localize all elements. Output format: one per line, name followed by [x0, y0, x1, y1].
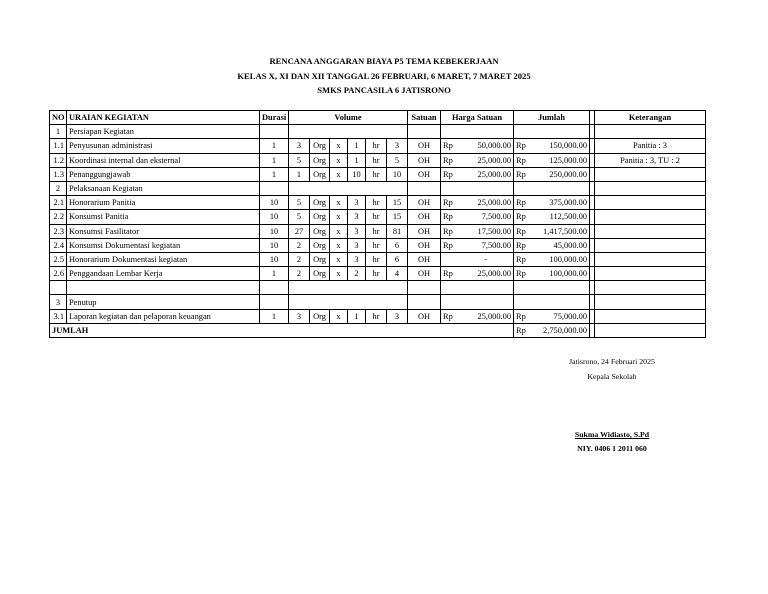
header-jumlah: Jumlah — [514, 111, 590, 125]
item-description: Penanggungjawab — [67, 167, 260, 181]
item-durasi: 10 — [260, 224, 289, 238]
item-hr: hr — [366, 224, 387, 238]
item-number: 2.1 — [50, 196, 67, 210]
item-keterangan — [595, 167, 706, 181]
item-total-volume: 6 — [387, 252, 408, 266]
item-durasi: 1 — [260, 139, 289, 153]
item-jumlah-currency: Rp — [514, 153, 532, 167]
section-title: Pelaksanaan Kegiatan — [67, 181, 260, 195]
item-harga: 7,500.00 — [459, 238, 514, 252]
empty-cell — [514, 281, 590, 295]
item-qty: 27 — [289, 224, 310, 238]
item-jumlah-currency: Rp — [514, 224, 532, 238]
item-total-volume: 6 — [387, 238, 408, 252]
item-durasi: 10 — [260, 238, 289, 252]
header-harga: Harga Satuan — [441, 111, 514, 125]
item-volume: 3 — [348, 238, 366, 252]
item-description: Koordinasi internal dan eksternal — [67, 153, 260, 167]
spacer-row — [50, 281, 706, 295]
empty-cell — [595, 125, 706, 139]
item-unit: Org — [310, 224, 330, 238]
item-jumlah: 112,500.00 — [532, 210, 590, 224]
signature-role: Kepala Sekolah — [587, 372, 637, 381]
table-row — [50, 139, 706, 153]
table-header-row — [50, 111, 706, 125]
item-jumlah-currency: Rp — [514, 210, 532, 224]
item-jumlah: 1,417,500.00 — [532, 224, 590, 238]
item-qty: 2 — [289, 238, 310, 252]
item-harga-currency: Rp — [441, 167, 459, 181]
item-description: Konsumsi Fasilitator — [67, 224, 260, 238]
item-harga: 7,500.00 — [459, 210, 514, 224]
empty-cell — [289, 281, 408, 295]
item-keterangan — [595, 267, 706, 281]
item-harga: 17,500.00 — [459, 224, 514, 238]
item-description: Honorarium Panitia — [67, 196, 260, 210]
item-qty: 3 — [289, 309, 310, 323]
item-volume: 3 — [348, 196, 366, 210]
item-qty: 1 — [289, 167, 310, 181]
section-row — [50, 181, 706, 195]
item-times: x — [330, 167, 348, 181]
item-qty: 2 — [289, 252, 310, 266]
item-volume: 3 — [348, 210, 366, 224]
item-description: Penyusunan administrasi — [67, 139, 260, 153]
table-row — [50, 267, 706, 281]
item-harga-currency: Rp — [441, 210, 459, 224]
header-satuan: Satuan — [408, 111, 441, 125]
item-hr: hr — [366, 309, 387, 323]
table-row — [50, 196, 706, 210]
item-volume: 2 — [348, 267, 366, 281]
header-keterangan: Keterangan — [595, 111, 706, 125]
item-hr: hr — [366, 196, 387, 210]
section-title: Penutup — [67, 295, 260, 309]
budget-table — [49, 110, 706, 338]
table-row — [50, 252, 706, 266]
item-unit: Org — [310, 153, 330, 167]
table-row — [50, 309, 706, 323]
empty-cell — [441, 181, 514, 195]
empty-cell — [289, 295, 408, 309]
item-times: x — [330, 267, 348, 281]
table-row — [50, 167, 706, 181]
item-jumlah: 125,000.00 — [532, 153, 590, 167]
item-jumlah-currency: Rp — [514, 167, 532, 181]
item-description: Honorarium Dokumentasi kegiatan — [67, 252, 260, 266]
item-jumlah: 250,000.00 — [532, 167, 590, 181]
item-harga: 25,000.00 — [459, 196, 514, 210]
item-hr: hr — [366, 139, 387, 153]
item-volume: 3 — [348, 224, 366, 238]
item-durasi: 10 — [260, 252, 289, 266]
total-label: JUMLAH — [50, 323, 514, 337]
item-satuan: OH — [408, 153, 441, 167]
item-qty: 5 — [289, 210, 310, 224]
item-harga: 50,000.00 — [459, 139, 514, 153]
item-satuan: OH — [408, 210, 441, 224]
item-jumlah-currency: Rp — [514, 309, 532, 323]
item-total-volume: 15 — [387, 210, 408, 224]
item-satuan: OH — [408, 196, 441, 210]
item-number: 2.5 — [50, 252, 67, 266]
item-number: 2.2 — [50, 210, 67, 224]
item-harga-currency: Rp — [441, 267, 459, 281]
item-durasi: 1 — [260, 167, 289, 181]
item-hr: hr — [366, 210, 387, 224]
item-jumlah: 75,000.00 — [532, 309, 590, 323]
item-keterangan: Panitia : 3, TU : 2 — [595, 153, 706, 167]
item-jumlah: 45,000.00 — [532, 238, 590, 252]
empty-cell — [67, 281, 260, 295]
item-jumlah: 150,000.00 — [532, 139, 590, 153]
empty-cell — [595, 181, 706, 195]
empty-cell — [50, 281, 67, 295]
item-durasi: 10 — [260, 210, 289, 224]
empty-cell — [408, 281, 441, 295]
section-number: 2 — [50, 181, 67, 195]
item-unit: Org — [310, 196, 330, 210]
empty-cell — [595, 295, 706, 309]
item-unit: Org — [310, 238, 330, 252]
item-keterangan — [595, 238, 706, 252]
total-value: 2,750,000.00 — [532, 323, 590, 337]
item-keterangan — [595, 309, 706, 323]
item-jumlah-currency: Rp — [514, 196, 532, 210]
document-subtitle: KELAS X, XI DAN XII TANGGAL 26 FEBRUARI, 6 MARET, 7 MARET 2025 — [237, 71, 531, 81]
item-hr: hr — [366, 252, 387, 266]
item-keterangan — [595, 196, 706, 210]
item-volume: 1 — [348, 139, 366, 153]
item-jumlah-currency: Rp — [514, 267, 532, 281]
item-times: x — [330, 153, 348, 167]
item-durasi: 1 — [260, 153, 289, 167]
item-harga-currency: Rp — [441, 153, 459, 167]
table-row — [50, 238, 706, 252]
total-currency: Rp — [514, 323, 532, 337]
table-row — [50, 210, 706, 224]
item-times: x — [330, 238, 348, 252]
item-times: x — [330, 252, 348, 266]
item-description: Konsumsi Dokumentasi kegiatan — [67, 238, 260, 252]
empty-cell — [289, 181, 408, 195]
item-hr: hr — [366, 167, 387, 181]
item-times: x — [330, 224, 348, 238]
item-qty: 5 — [289, 196, 310, 210]
item-unit: Org — [310, 167, 330, 181]
item-harga: 25,000.00 — [459, 267, 514, 281]
item-unit: Org — [310, 139, 330, 153]
empty-cell — [441, 125, 514, 139]
item-total-volume: 4 — [387, 267, 408, 281]
item-durasi: 10 — [260, 196, 289, 210]
empty-cell — [514, 181, 590, 195]
item-qty: 5 — [289, 153, 310, 167]
item-keterangan: Panitia : 3 — [595, 139, 706, 153]
item-harga: - — [459, 252, 514, 266]
item-satuan: OH — [408, 139, 441, 153]
item-harga-currency — [441, 252, 459, 266]
empty-cell — [260, 181, 289, 195]
item-hr: hr — [366, 238, 387, 252]
header-durasi: Durasi — [260, 111, 289, 125]
item-satuan: OH — [408, 309, 441, 323]
item-number: 1.3 — [50, 167, 67, 181]
item-total-volume: 3 — [387, 309, 408, 323]
total-row — [50, 323, 706, 337]
item-satuan: OH — [408, 167, 441, 181]
empty-cell — [408, 125, 441, 139]
item-total-volume: 3 — [387, 139, 408, 153]
table-row — [50, 153, 706, 167]
item-number: 2.4 — [50, 238, 67, 252]
table-row — [50, 224, 706, 238]
item-total-volume: 81 — [387, 224, 408, 238]
item-keterangan — [595, 252, 706, 266]
item-harga: 25,000.00 — [459, 309, 514, 323]
empty-cell — [260, 281, 289, 295]
signature-niy: NIY. 0406 1 2011 060 — [577, 444, 647, 453]
item-volume: 10 — [348, 167, 366, 181]
item-times: x — [330, 139, 348, 153]
header-volume: Volume — [289, 111, 408, 125]
item-description: Laporan kegiatan dan pelaporan keuangan — [67, 309, 260, 323]
empty-cell — [441, 281, 514, 295]
item-volume: 3 — [348, 252, 366, 266]
item-description: Penggandaan Lembar Kerja — [67, 267, 260, 281]
empty-cell — [408, 295, 441, 309]
item-satuan: OH — [408, 238, 441, 252]
item-harga-currency: Rp — [441, 196, 459, 210]
item-harga-currency: Rp — [441, 139, 459, 153]
section-title: Persiapan Kegiatan — [67, 125, 260, 139]
item-description: Konsumsi Panitia — [67, 210, 260, 224]
item-jumlah: 375,000.00 — [532, 196, 590, 210]
item-durasi: 1 — [260, 267, 289, 281]
item-unit: Org — [310, 210, 330, 224]
item-total-volume: 10 — [387, 167, 408, 181]
empty-cell — [514, 295, 590, 309]
item-number: 3.1 — [50, 309, 67, 323]
empty-cell — [441, 295, 514, 309]
item-satuan: OH — [408, 252, 441, 266]
empty-cell — [595, 281, 706, 295]
item-volume: 1 — [348, 153, 366, 167]
empty-cell — [514, 125, 590, 139]
item-jumlah-currency: Rp — [514, 238, 532, 252]
item-jumlah: 100,000.00 — [532, 252, 590, 266]
item-qty: 3 — [289, 139, 310, 153]
item-volume: 1 — [348, 309, 366, 323]
item-times: x — [330, 196, 348, 210]
item-harga-currency: Rp — [441, 224, 459, 238]
item-jumlah-currency: Rp — [514, 139, 532, 153]
item-number: 1.1 — [50, 139, 67, 153]
empty-cell — [260, 125, 289, 139]
empty-cell — [260, 295, 289, 309]
item-total-volume: 15 — [387, 196, 408, 210]
item-harga: 25,000.00 — [459, 167, 514, 181]
item-durasi: 1 — [260, 309, 289, 323]
item-unit: Org — [310, 309, 330, 323]
item-keterangan — [595, 210, 706, 224]
signature-name: Sukma Widiasto, S.Pd — [574, 430, 650, 439]
item-keterangan — [595, 224, 706, 238]
empty-cell — [408, 181, 441, 195]
item-hr: hr — [366, 153, 387, 167]
document-title: RENCANA ANGGARAN BIAYA P5 TEMA KEBEKERJAAN — [269, 56, 499, 66]
item-times: x — [330, 210, 348, 224]
school-name: SMKS PANCASILA 6 JATISRONO — [317, 85, 451, 95]
item-number: 2.6 — [50, 267, 67, 281]
item-jumlah: 100,000.00 — [532, 267, 590, 281]
item-qty: 2 — [289, 267, 310, 281]
item-number: 2.3 — [50, 224, 67, 238]
item-harga-currency: Rp — [441, 238, 459, 252]
item-unit: Org — [310, 267, 330, 281]
section-number: 1 — [50, 125, 67, 139]
item-satuan: OH — [408, 224, 441, 238]
item-times: x — [330, 309, 348, 323]
item-total-volume: 5 — [387, 153, 408, 167]
signature-place-date: Jatisrono, 24 Februari 2025 — [569, 357, 655, 366]
header-uraian: URAIAN KEGIATAN — [67, 111, 260, 125]
section-row — [50, 295, 706, 309]
empty-cell — [595, 323, 706, 337]
item-number: 1.2 — [50, 153, 67, 167]
section-number: 3 — [50, 295, 67, 309]
item-hr: hr — [366, 267, 387, 281]
item-satuan: OH — [408, 267, 441, 281]
item-harga-currency: Rp — [441, 309, 459, 323]
section-row — [50, 125, 706, 139]
header-no: NO — [50, 111, 67, 125]
item-jumlah-currency: Rp — [514, 252, 532, 266]
item-harga: 25,000.00 — [459, 153, 514, 167]
item-unit: Org — [310, 252, 330, 266]
empty-cell — [289, 125, 408, 139]
